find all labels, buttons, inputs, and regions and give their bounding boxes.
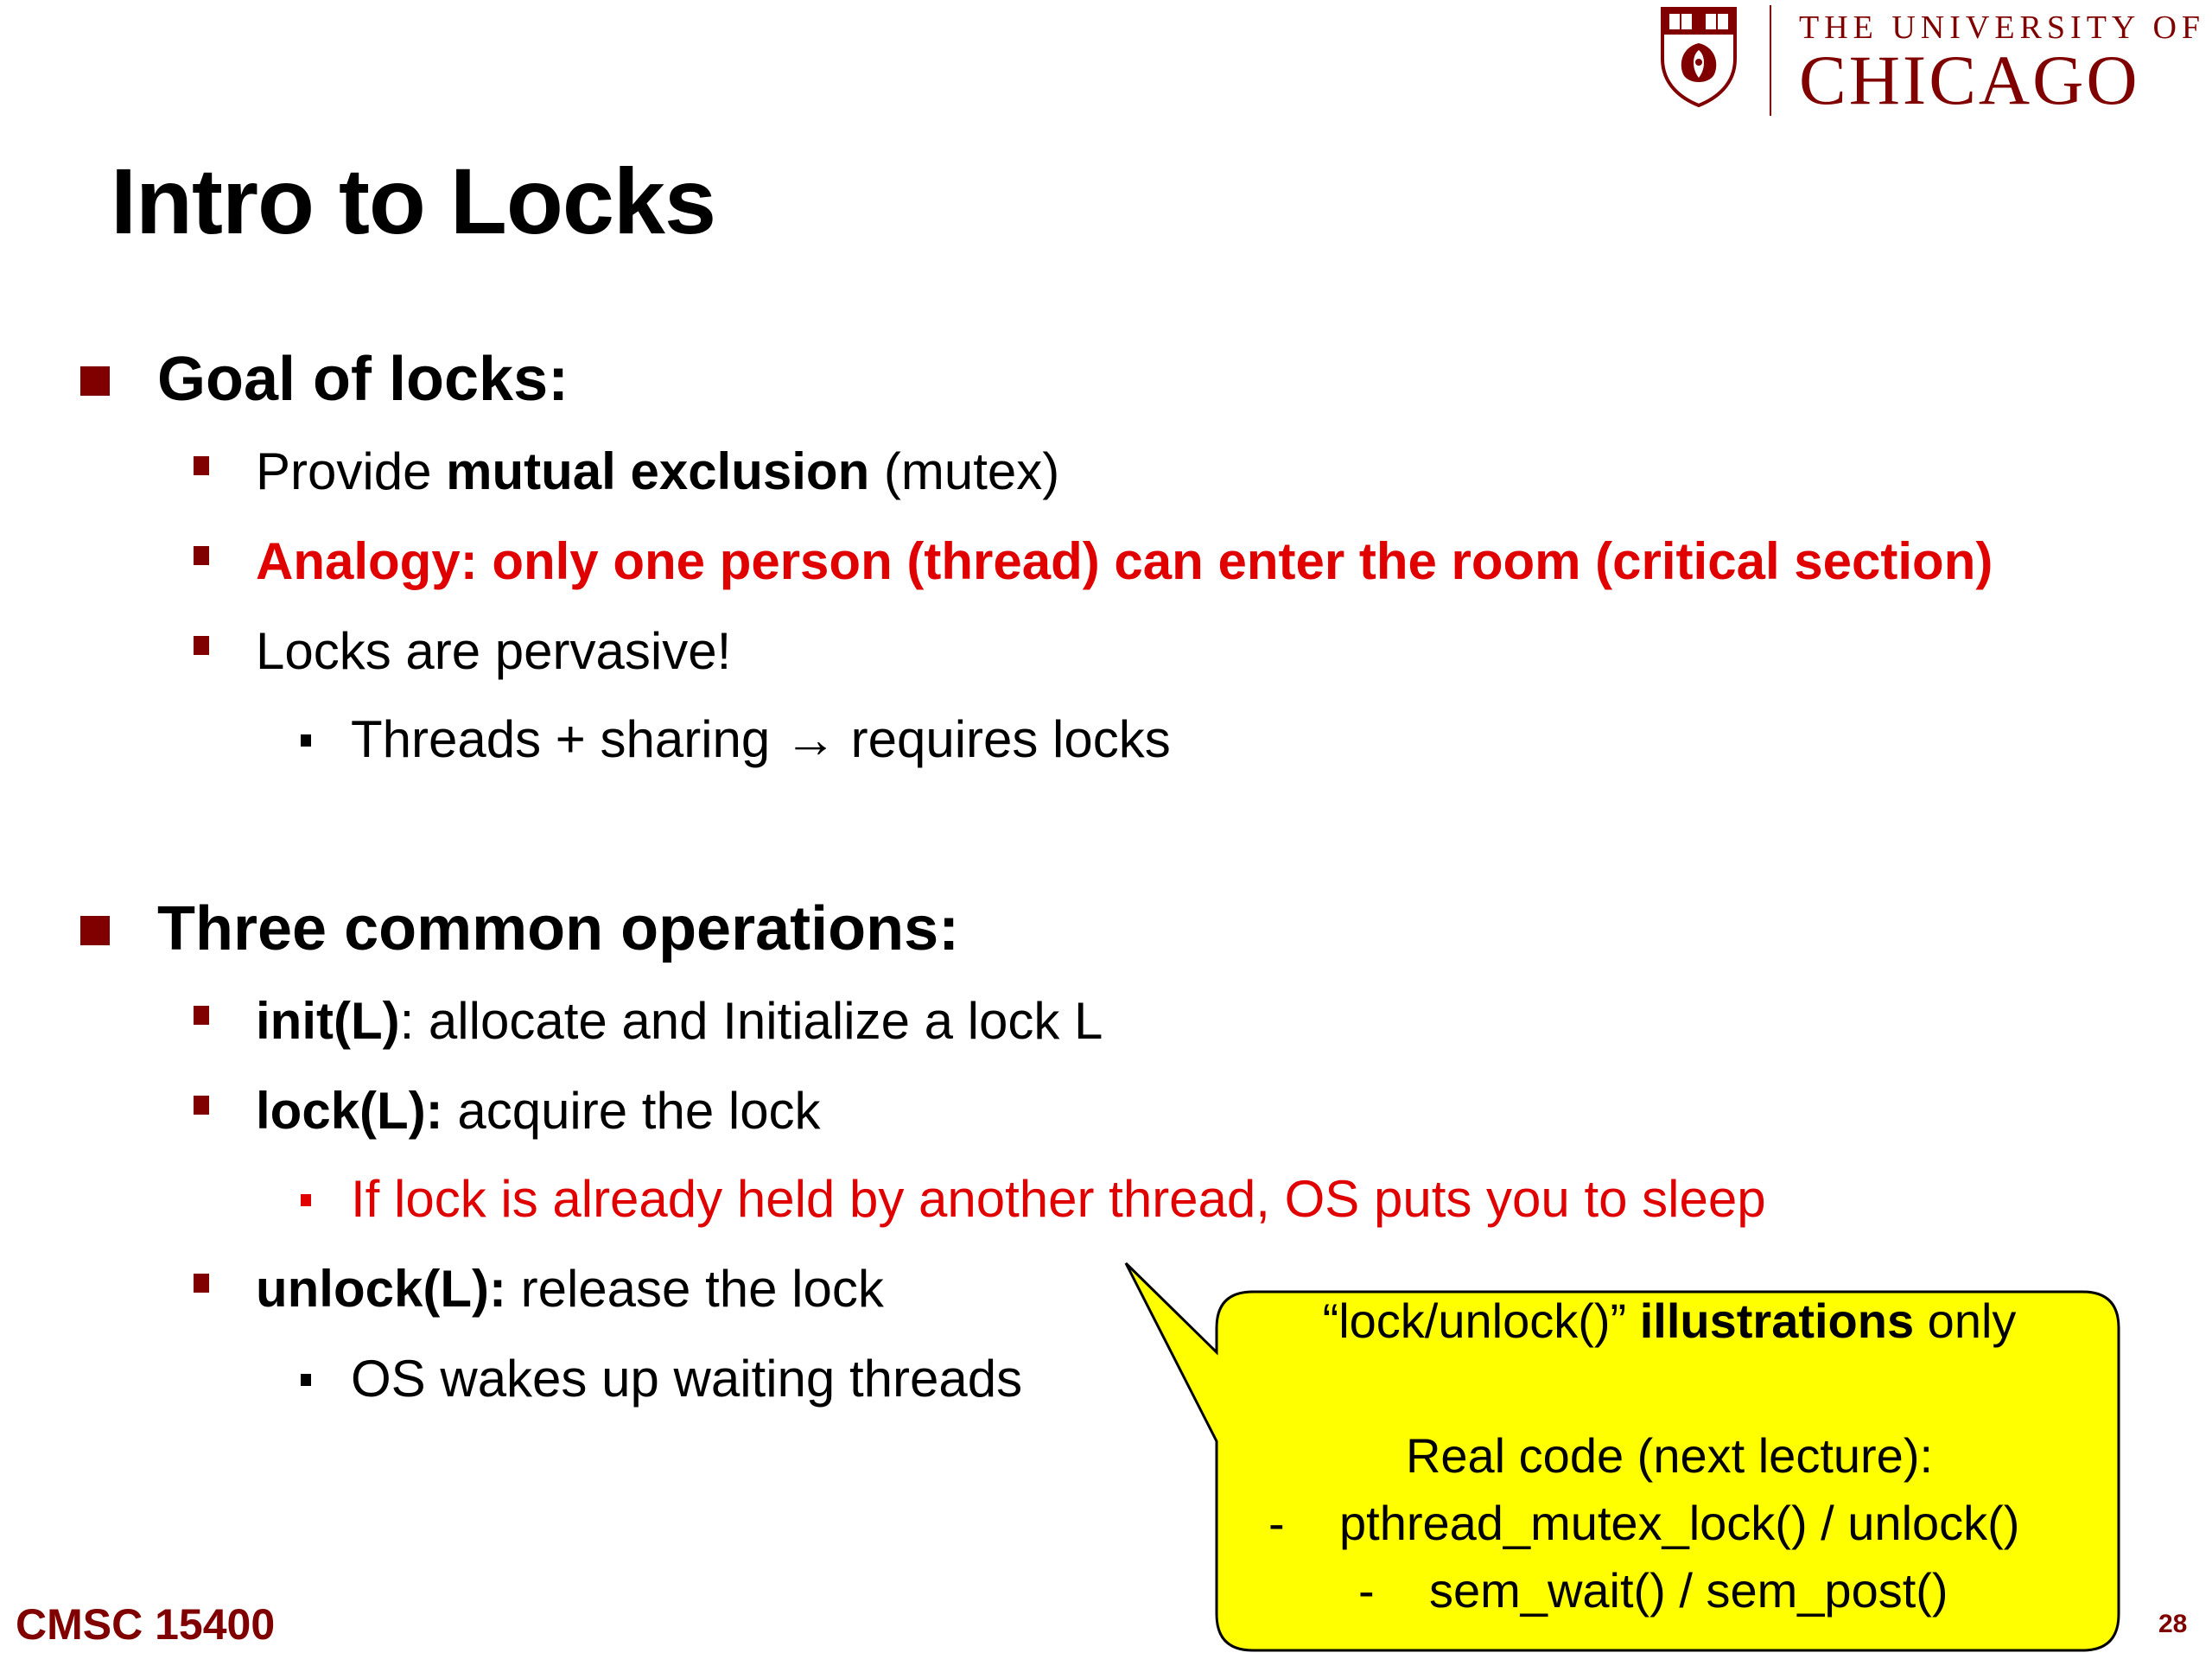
callout-list-item-sem	[1220, 1557, 2119, 1624]
list-item-mutual-exclusion	[256, 439, 1059, 505]
callout-text-part: “lock/unlock()”	[1322, 1294, 1640, 1348]
university-crest-icon	[1657, 5, 1740, 107]
op-description: acquire the lock	[442, 1082, 821, 1140]
callout-text	[1220, 1287, 2119, 1624]
university-logo	[1657, 5, 2206, 119]
slide-title: Intro to Locks	[111, 149, 716, 253]
callout-item-text: pthread_mutex_lock() / unlock()	[1339, 1496, 2020, 1550]
sub-item-threads-sharing: Threads + sharing → requires locks	[351, 710, 1171, 768]
sub-item-sleep: If lock is already held by another thread, OS puts you to sleep	[351, 1170, 1766, 1228]
item-text: Provide	[256, 442, 447, 500]
callout-line-real-code: Real code (next lecture):	[1405, 1428, 1934, 1483]
logo-line-1: THE UNIVERSITY OF	[1799, 10, 2206, 46]
section-heading-operations: Three common operations:	[157, 894, 960, 963]
small-square-bullet-icon	[194, 456, 209, 475]
callout-blank-line	[1220, 1355, 2119, 1422]
item-bold-text: mutual exclusion	[446, 442, 870, 500]
op-name: unlock(L):	[256, 1260, 506, 1318]
callout-item-text: sem_wait() / sem_post()	[1429, 1563, 1948, 1618]
list-item-lock	[256, 1078, 821, 1144]
tiny-square-bullet-icon	[301, 1374, 311, 1386]
sub-item-wakes-up: OS wakes up waiting threads	[351, 1350, 1023, 1408]
small-square-bullet-icon	[194, 1006, 209, 1025]
op-name: init(L)	[256, 992, 400, 1050]
callout-dash: -	[1268, 1496, 1285, 1550]
callout-dash: -	[1358, 1563, 1375, 1618]
list-item-init	[256, 988, 1103, 1054]
tiny-square-bullet-icon	[301, 734, 311, 747]
small-square-bullet-icon	[194, 1096, 209, 1115]
course-label: CMSC 15400	[16, 1600, 276, 1649]
op-name: lock(L):	[256, 1082, 443, 1140]
item-text: (mutex)	[869, 442, 1060, 500]
list-item-unlock	[256, 1256, 884, 1322]
callout-line-illustrations	[1220, 1287, 2119, 1355]
small-square-bullet-icon	[194, 546, 209, 565]
callout-text-part: only	[1914, 1294, 2017, 1348]
small-square-bullet-icon	[194, 1274, 209, 1293]
logo-line-2: CHICAGO	[1799, 41, 2140, 119]
list-item-analogy: Analogy: only one person (thread) can enter the room (critical section)	[256, 532, 1993, 590]
op-description: release the lock	[505, 1260, 884, 1318]
small-square-bullet-icon	[194, 636, 209, 655]
tiny-square-bullet-icon	[301, 1194, 311, 1206]
section-heading-goal: Goal of locks:	[157, 345, 569, 414]
square-bullet-icon	[80, 366, 110, 396]
callout-list-item-pthread	[1220, 1490, 2119, 1557]
logo-divider	[1770, 5, 1771, 116]
page-number: 28	[2158, 1610, 2188, 1638]
logo-wordmark	[1799, 5, 2206, 119]
op-description: : allocate and Initialize a lock L	[399, 992, 1103, 1050]
list-item-pervasive: Locks are pervasive!	[256, 622, 732, 680]
callout-bold-text: illustrations	[1639, 1294, 1915, 1348]
square-bullet-icon	[80, 916, 110, 945]
